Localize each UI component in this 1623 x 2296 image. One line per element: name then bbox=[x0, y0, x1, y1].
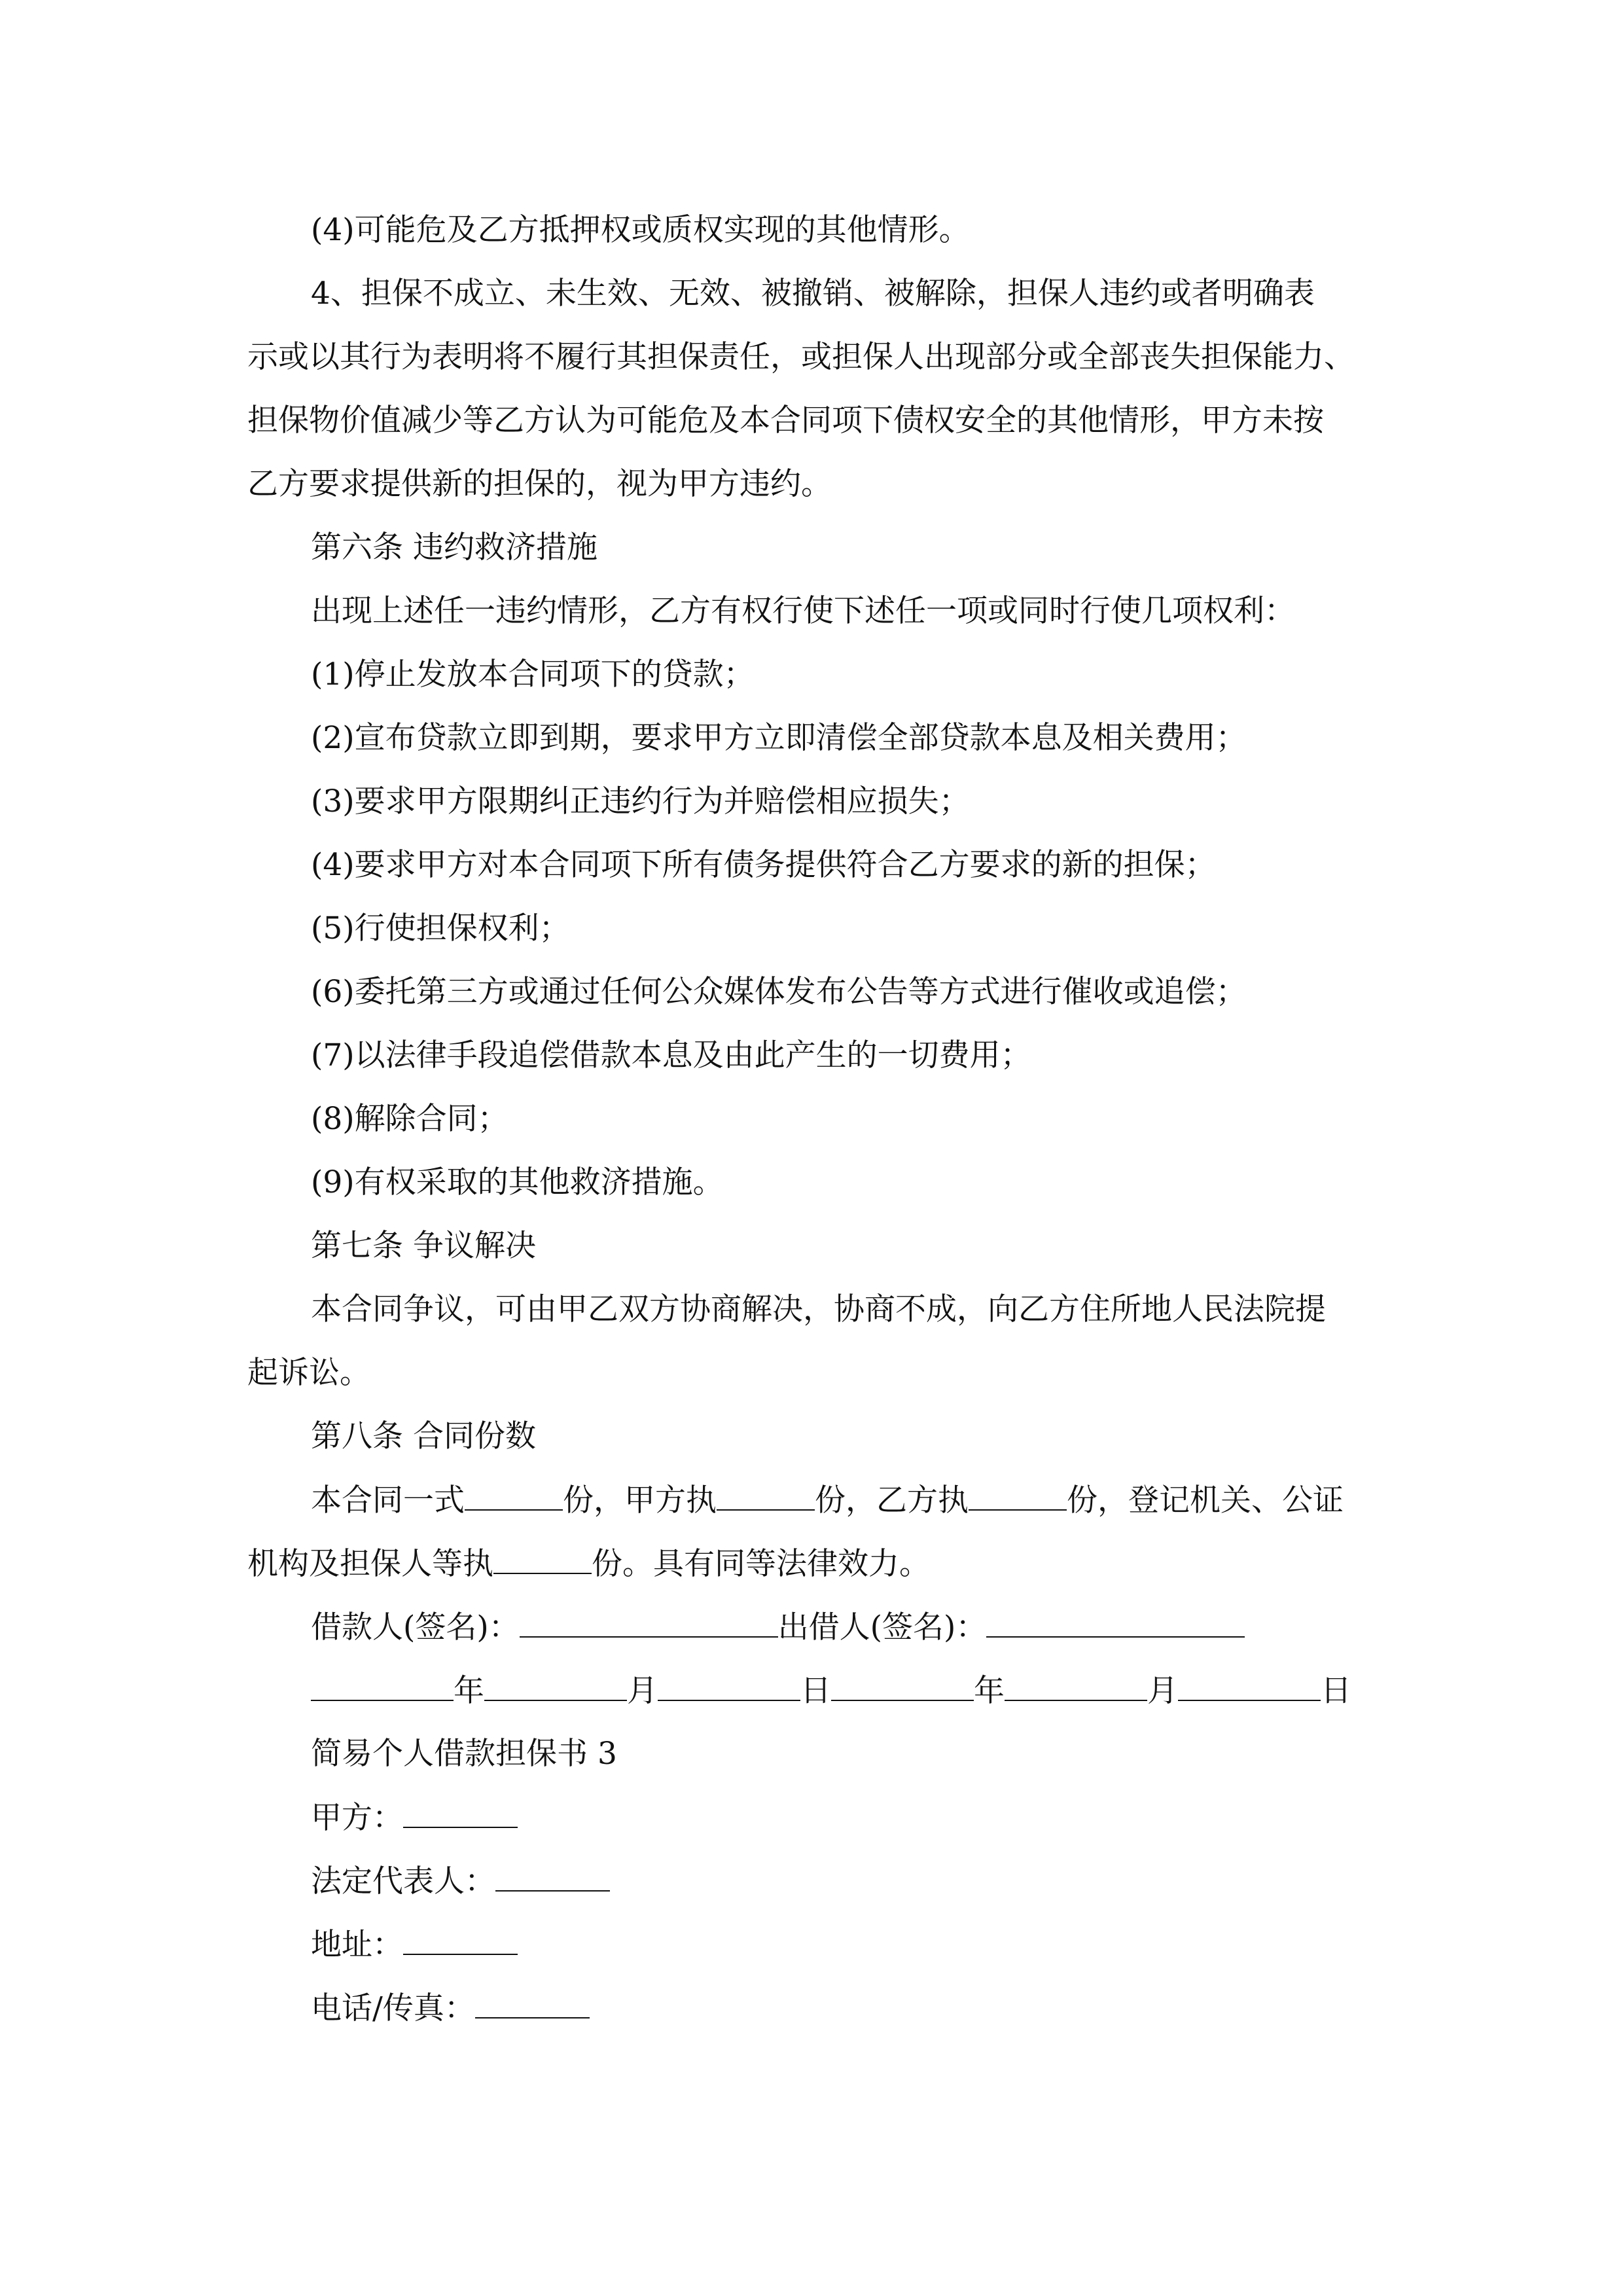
date-year-label: 年 bbox=[974, 1673, 1005, 1709]
remedy-item-3: (3)要求甲方限期纠正违约行为并赔偿相应损失； bbox=[311, 783, 970, 819]
lender-month-blank[interactable] bbox=[1005, 1671, 1147, 1701]
borrower-signature-label: 借款人(签名)： bbox=[311, 1609, 520, 1645]
article-7-line-1: 本合同争议，可由甲乙双方协商解决，协商不成，向乙方住所地人民法院提 bbox=[311, 1291, 1326, 1327]
article-6-intro: 出现上述任一违约情形，乙方有权行使下述任一项或同时行使几项权利： bbox=[311, 593, 1295, 629]
address-blank[interactable] bbox=[403, 1925, 518, 1955]
article-7-line-2: 起诉讼。 bbox=[247, 1355, 370, 1391]
lender-signature-label: 出借人(签名)： bbox=[777, 1609, 987, 1645]
remedy-item-6: (6)委托第三方或通过任何公众媒体发布公告等方式进行催收或追偿； bbox=[311, 974, 1247, 1010]
party-b-copies-blank[interactable] bbox=[969, 1480, 1067, 1511]
date-day-label: 日 bbox=[800, 1673, 831, 1709]
party-a-copies-blank[interactable] bbox=[717, 1480, 815, 1511]
remedy-item-5: (5)行使担保权利； bbox=[311, 910, 570, 946]
address-label: 地址： bbox=[311, 1927, 403, 1963]
copies-line-2 bbox=[0, 1544, 1623, 1584]
remedy-item-2: (2)宣布贷款立即到期，要求甲方立即清偿全部贷款本息及相关费用； bbox=[311, 720, 1247, 756]
date-year-label: 年 bbox=[454, 1673, 484, 1709]
clause-4-line-4: 乙方要求提供新的担保的，视为甲方违约。 bbox=[247, 466, 832, 502]
copies-text-2: 份，甲方执 bbox=[563, 1482, 717, 1518]
article-6-heading: 第六条 违约救济措施 bbox=[311, 529, 597, 565]
clause-item-4-text: (4)可能危及乙方抵押权或质权实现的其他情形。 bbox=[311, 212, 970, 248]
total-copies-blank[interactable] bbox=[465, 1480, 563, 1511]
date-day-label: 日 bbox=[1321, 1673, 1351, 1709]
legal-rep-line bbox=[0, 1861, 1623, 1901]
date-line bbox=[0, 1671, 1623, 1711]
borrower-month-blank[interactable] bbox=[484, 1671, 627, 1701]
remedy-item-8: (8)解除合同； bbox=[311, 1101, 508, 1137]
copies-text-3: 份，乙方执 bbox=[815, 1482, 969, 1518]
address-line bbox=[0, 1925, 1623, 1965]
borrower-day-blank[interactable] bbox=[658, 1671, 800, 1701]
remedy-item-4: (4)要求甲方对本合同项下所有债务提供符合乙方要求的新的担保； bbox=[311, 847, 1216, 883]
clause-4-line-3: 担保物价值减少等乙方认为可能危及本合同项下债权安全的其他情形，甲方未按 bbox=[247, 403, 1324, 439]
date-month-label: 月 bbox=[627, 1673, 658, 1709]
borrower-year-blank[interactable] bbox=[311, 1671, 454, 1701]
clause-4-line-1: 4、担保不成立、未生效、无效、被撤销、被解除，担保人违约或者明确表 bbox=[311, 276, 1315, 312]
legal-rep-label: 法定代表人： bbox=[311, 1863, 495, 1899]
guarantor-copies-blank[interactable] bbox=[493, 1544, 592, 1574]
remedy-item-9: (9)有权采取的其他救济措施。 bbox=[311, 1164, 724, 1200]
copies-text-6: 份。具有同等法律效力。 bbox=[592, 1546, 930, 1582]
remedy-item-1: (1)停止发放本合同项下的贷款； bbox=[311, 656, 755, 692]
clause-4-line-2: 示或以其行为表明将不履行其担保责任，或担保人出现部分或全部丧失担保能力、 bbox=[247, 339, 1355, 375]
article-8-heading: 第八条 合同份数 bbox=[311, 1418, 536, 1454]
lender-signature-blank[interactable] bbox=[986, 1607, 1245, 1638]
copies-line-1 bbox=[0, 1480, 1623, 1520]
party-a-label: 甲方： bbox=[311, 1800, 403, 1836]
signature-line bbox=[0, 1607, 1623, 1647]
lender-year-blank[interactable] bbox=[831, 1671, 974, 1701]
party-a-line bbox=[0, 1798, 1623, 1838]
article-7-heading: 第七条 争议解决 bbox=[311, 1228, 536, 1264]
phone-fax-line bbox=[0, 1988, 1623, 2028]
borrower-signature-blank[interactable] bbox=[520, 1607, 778, 1638]
section-3-title: 简易个人借款担保书 3 bbox=[311, 1736, 617, 1772]
copies-text-4: 份，登记机关、公证 bbox=[1067, 1482, 1344, 1518]
phone-fax-label: 电话/传真： bbox=[311, 1990, 475, 2026]
lender-day-blank[interactable] bbox=[1178, 1671, 1321, 1701]
party-a-blank[interactable] bbox=[403, 1798, 518, 1828]
remedy-item-7: (7)以法律手段追偿借款本息及由此产生的一切费用； bbox=[311, 1037, 1031, 1073]
copies-text-5: 机构及担保人等执 bbox=[247, 1546, 493, 1582]
legal-rep-blank[interactable] bbox=[495, 1861, 610, 1892]
phone-fax-blank[interactable] bbox=[475, 1988, 590, 2018]
copies-text-1: 本合同一式 bbox=[311, 1482, 465, 1518]
date-month-label: 月 bbox=[1147, 1673, 1178, 1709]
